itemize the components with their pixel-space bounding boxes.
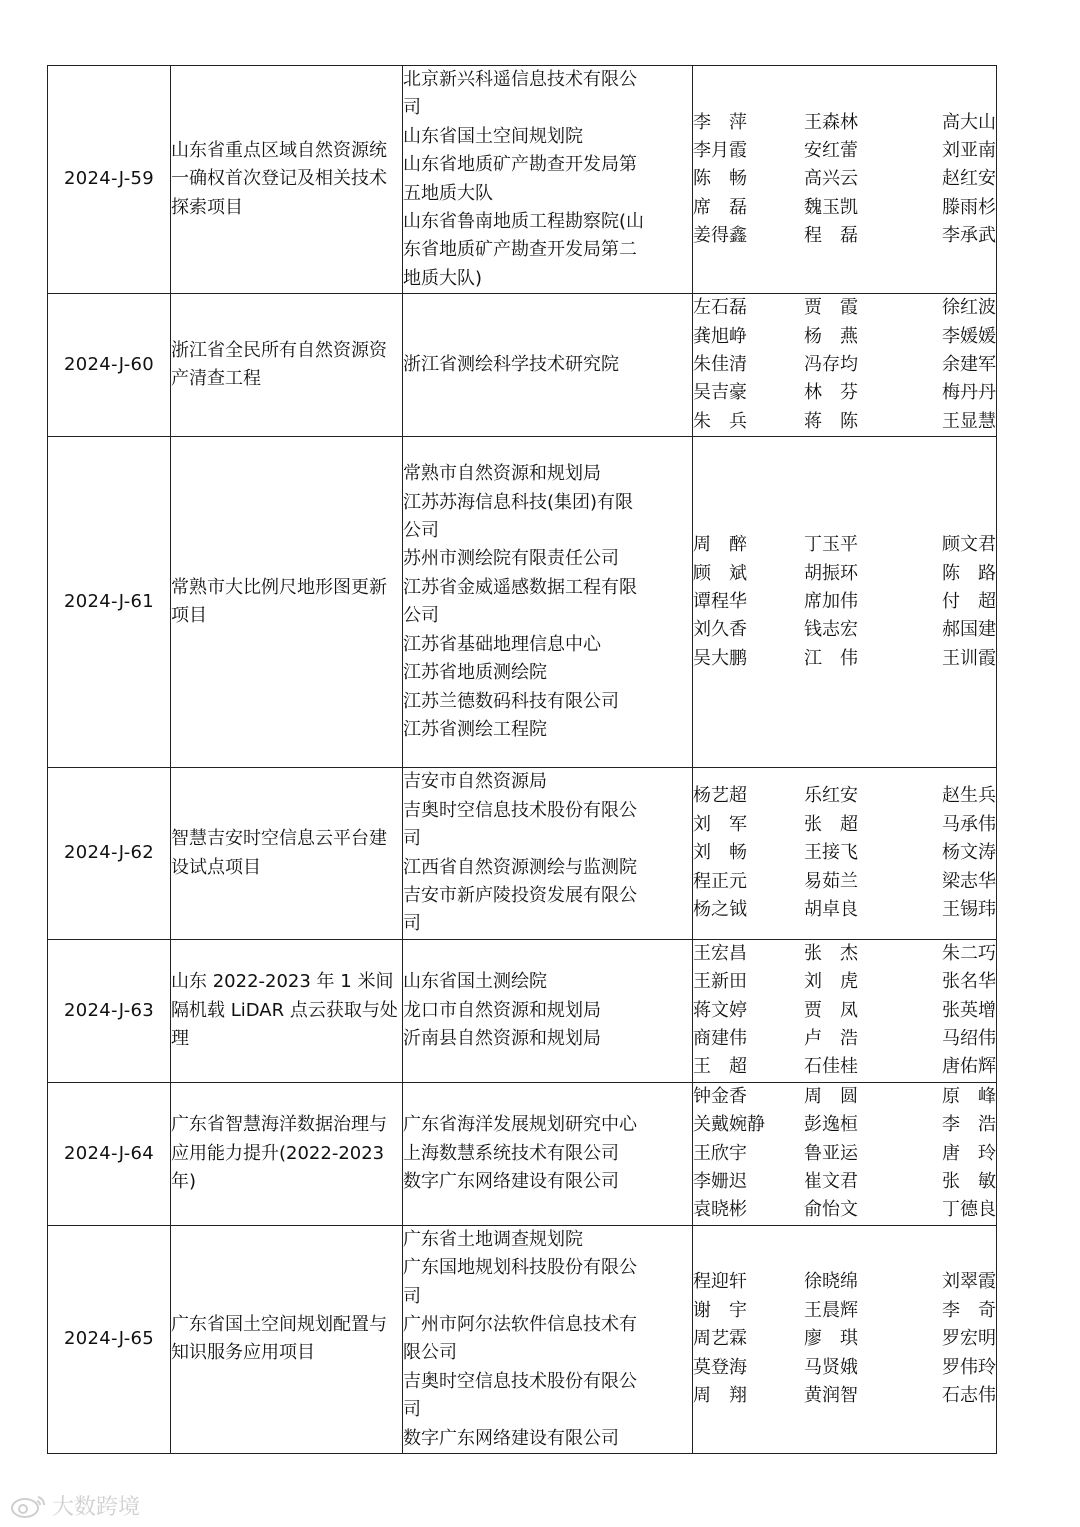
organization-line: 东省地质矿产勘查开发局第二 bbox=[403, 239, 637, 261]
organizations bbox=[403, 66, 693, 294]
contributor-name: 王锡玮 bbox=[942, 899, 996, 921]
contributor-name: 滕雨杉 bbox=[942, 196, 996, 218]
contributor-name: 崔文君 bbox=[804, 1170, 858, 1192]
main-contributors bbox=[693, 1225, 997, 1453]
organization-line: 司 bbox=[403, 1285, 421, 1307]
watermark-text: 大数跨境 bbox=[52, 1495, 141, 1520]
organization-line: 司 bbox=[403, 97, 421, 119]
project-name: 广东省智慧海洋数据治理与应用能力提升(2022-2023 年) bbox=[171, 1082, 403, 1225]
contributor-name: 王接飞 bbox=[804, 842, 858, 864]
organization-line: 吉奥时空信息技术股份有限公 bbox=[403, 799, 637, 821]
project-name: 智慧吉安时空信息云平台建设试点项目 bbox=[171, 768, 403, 939]
organization-line: 上海数慧系统技术有限公司 bbox=[403, 1142, 619, 1164]
contributor-name: 石佳桂 bbox=[804, 1056, 858, 1078]
award-table bbox=[47, 65, 997, 1454]
project-number: 2024-J-61 bbox=[48, 437, 171, 768]
organizations bbox=[403, 437, 693, 768]
table-row bbox=[48, 939, 997, 1082]
contributor-name: 杨艺超 bbox=[693, 785, 747, 807]
contributor-name: 左石磊 bbox=[693, 297, 747, 319]
contributor-name: 程正元 bbox=[693, 870, 747, 892]
organization-line: 司 bbox=[403, 828, 421, 850]
table-row bbox=[48, 1082, 997, 1225]
watermark bbox=[10, 1490, 140, 1521]
contributor-name: 商建伟 bbox=[693, 1027, 747, 1049]
contributor-name: 江 伟 bbox=[804, 647, 858, 669]
contributor-name: 周 圆 bbox=[804, 1085, 858, 1107]
contributor-name: 周艺霖 bbox=[693, 1328, 747, 1350]
organization-line: 苏州市测绘院有限责任公司 bbox=[403, 548, 619, 570]
contributor-name: 石志伟 bbox=[942, 1385, 996, 1407]
table-row bbox=[48, 294, 997, 437]
organization-line: 江苏省基础地理信息中心 bbox=[403, 633, 601, 655]
contributor-name: 朱佳清 bbox=[693, 354, 747, 376]
contributor-name: 李承武 bbox=[942, 225, 996, 247]
contributor-name: 付 超 bbox=[942, 591, 996, 613]
organization-line: 司 bbox=[403, 1399, 421, 1421]
contributor-name: 姜得鑫 bbox=[693, 225, 747, 247]
contributor-name: 杨 燕 bbox=[804, 325, 858, 347]
contributor-name: 马绍伟 bbox=[942, 1027, 996, 1049]
contributor-name: 郝国建 bbox=[942, 619, 996, 641]
main-contributors bbox=[693, 437, 997, 768]
table-row bbox=[48, 1225, 997, 1453]
table-row bbox=[48, 437, 997, 768]
contributor-name: 龚旭峥 bbox=[693, 325, 747, 347]
contributor-name: 彭逸桓 bbox=[804, 1114, 858, 1136]
contributor-name: 杨文涛 bbox=[942, 842, 996, 864]
table-row bbox=[48, 768, 997, 939]
contributor-name: 罗伟玲 bbox=[942, 1356, 996, 1378]
main-contributors bbox=[693, 939, 997, 1082]
organization-line: 数字广东网络建设有限公司 bbox=[403, 1427, 619, 1449]
contributor-name: 朱二巧 bbox=[942, 942, 996, 964]
organization-line: 龙口市自然资源和规划局 bbox=[403, 999, 601, 1021]
organization-line: 山东省国土空间规划院 bbox=[403, 125, 583, 147]
project-number: 2024-J-62 bbox=[48, 768, 171, 939]
contributor-name: 林 芬 bbox=[804, 382, 858, 404]
contributor-name: 张 杰 bbox=[804, 942, 858, 964]
project-number: 2024-J-59 bbox=[48, 66, 171, 294]
contributor-name: 贾 霞 bbox=[804, 297, 858, 319]
contributor-name: 莫登海 bbox=[693, 1356, 747, 1378]
contributor-name: 谭程华 bbox=[693, 591, 747, 613]
contributor-name: 丁德良 bbox=[942, 1199, 996, 1221]
contributor-name: 卢 浩 bbox=[804, 1027, 858, 1049]
contributor-name: 蒋文婷 bbox=[693, 999, 747, 1021]
contributor-name: 王宏昌 bbox=[693, 942, 747, 964]
organizations bbox=[403, 939, 693, 1082]
contributor-name: 钟金香 bbox=[693, 1085, 747, 1107]
organizations bbox=[403, 1082, 693, 1225]
organizations bbox=[403, 294, 693, 437]
contributor-name: 王森林 bbox=[804, 111, 858, 133]
organization-line: 江西省自然资源测绘与监测院 bbox=[403, 856, 637, 878]
contributor-name: 马贤娥 bbox=[804, 1356, 858, 1378]
organization-line: 浙江省测绘科学技术研究院 bbox=[403, 354, 619, 376]
contributor-name: 李媛媛 bbox=[942, 325, 996, 347]
contributor-name: 谢 宇 bbox=[693, 1299, 747, 1321]
contributor-name: 贾 凤 bbox=[804, 999, 858, 1021]
organization-line: 吉安市新庐陵投资发展有限公 bbox=[403, 884, 637, 906]
contributor-name: 黄润智 bbox=[804, 1385, 858, 1407]
contributor-name: 关戴婉静 bbox=[693, 1114, 765, 1136]
contributor-name: 唐佑辉 bbox=[942, 1056, 996, 1078]
contributor-name: 俞怡文 bbox=[804, 1199, 858, 1221]
contributor-name: 冯存均 bbox=[804, 354, 858, 376]
contributor-name: 原 峰 bbox=[942, 1085, 996, 1107]
contributor-name: 胡振环 bbox=[804, 562, 858, 584]
contributor-name: 廖 琪 bbox=[804, 1328, 858, 1350]
organization-line: 江苏苏海信息科技(集团)有限 bbox=[403, 491, 634, 513]
project-name: 山东省重点区域自然资源统一确权首次登记及相关技术探索项目 bbox=[171, 66, 403, 294]
contributor-name: 安红蕾 bbox=[804, 140, 858, 162]
contributor-name: 刘 畅 bbox=[693, 842, 747, 864]
contributor-name: 杨之钺 bbox=[693, 899, 747, 921]
contributor-name: 刘翠霞 bbox=[942, 1271, 996, 1293]
main-contributors bbox=[693, 66, 997, 294]
contributor-name: 李 奇 bbox=[942, 1299, 996, 1321]
project-number: 2024-J-60 bbox=[48, 294, 171, 437]
contributor-name: 席加伟 bbox=[804, 591, 858, 613]
contributor-name: 顾 斌 bbox=[693, 562, 747, 584]
contributor-name: 徐晓绵 bbox=[804, 1271, 858, 1293]
contributor-name: 袁晓彬 bbox=[693, 1199, 747, 1221]
organization-line: 江苏省测绘工程院 bbox=[403, 718, 547, 740]
project-name: 山东 2022-2023 年 1 米间隔机载 LiDAR 点云获取与处理 bbox=[171, 939, 403, 1082]
contributor-name: 程 磊 bbox=[804, 225, 858, 247]
weibo-icon bbox=[10, 1493, 48, 1519]
organization-line: 沂南县自然资源和规划局 bbox=[403, 1027, 601, 1049]
organization-line: 广东国地规划科技股份有限公 bbox=[403, 1257, 637, 1279]
contributor-name: 刘 虎 bbox=[804, 971, 858, 993]
contributor-name: 程迎轩 bbox=[693, 1271, 747, 1293]
contributor-name: 朱 兵 bbox=[693, 410, 747, 432]
contributor-name: 吴大鹏 bbox=[693, 647, 747, 669]
contributor-name: 张英增 bbox=[942, 999, 996, 1021]
contributor-name: 鲁亚运 bbox=[804, 1142, 858, 1164]
contributor-name: 高大山 bbox=[942, 111, 996, 133]
contributor-name: 王训霞 bbox=[942, 647, 996, 669]
contributor-name: 吴吉豪 bbox=[693, 382, 747, 404]
contributor-name: 王显慧 bbox=[942, 410, 996, 432]
organization-line: 广东省海洋发展规划研究中心 bbox=[403, 1114, 637, 1136]
organization-line: 常熟市自然资源和规划局 bbox=[403, 463, 601, 485]
project-number: 2024-J-65 bbox=[48, 1225, 171, 1453]
contributor-name: 唐 玲 bbox=[942, 1142, 996, 1164]
contributor-name: 王欣宇 bbox=[693, 1142, 747, 1164]
organization-line: 广东省土地调查规划院 bbox=[403, 1228, 583, 1250]
contributor-name: 王 超 bbox=[693, 1056, 747, 1078]
organization-line: 司 bbox=[403, 913, 421, 935]
contributor-name: 刘 军 bbox=[693, 813, 747, 835]
organization-line: 公司 bbox=[403, 520, 439, 542]
main-contributors bbox=[693, 1082, 997, 1225]
contributor-name: 周 醉 bbox=[693, 534, 747, 556]
contributor-name: 李 浩 bbox=[942, 1114, 996, 1136]
organizations bbox=[403, 768, 693, 939]
project-number: 2024-J-63 bbox=[48, 939, 171, 1082]
contributor-name: 马承伟 bbox=[942, 813, 996, 835]
organization-line: 江苏省金威遥感数据工程有限 bbox=[403, 576, 637, 598]
contributor-name: 周 翔 bbox=[693, 1385, 747, 1407]
project-name: 广东省国土空间规划配置与知识服务应用项目 bbox=[171, 1225, 403, 1453]
contributor-name: 顾文君 bbox=[942, 534, 996, 556]
contributor-name: 席 磊 bbox=[693, 196, 747, 218]
organization-line: 五地质大队 bbox=[403, 182, 493, 204]
organization-line: 吉奥时空信息技术股份有限公 bbox=[403, 1370, 637, 1392]
contributor-name: 丁玉平 bbox=[804, 534, 858, 556]
organization-line: 江苏兰德数码科技有限公司 bbox=[403, 690, 619, 712]
contributor-name: 徐红波 bbox=[942, 297, 996, 319]
organization-line: 数字广东网络建设有限公司 bbox=[403, 1170, 619, 1192]
contributor-name: 王晨辉 bbox=[804, 1299, 858, 1321]
project-name: 常熟市大比例尺地形图更新项目 bbox=[171, 437, 403, 768]
contributor-name: 陈 路 bbox=[942, 562, 996, 584]
contributor-name: 王新田 bbox=[693, 971, 747, 993]
organization-line: 山东省国土测绘院 bbox=[403, 971, 547, 993]
contributor-name: 李月霞 bbox=[693, 140, 747, 162]
project-name: 浙江省全民所有自然资源资产清查工程 bbox=[171, 294, 403, 437]
organization-line: 山东省地质矿产勘查开发局第 bbox=[403, 154, 637, 176]
project-number: 2024-J-64 bbox=[48, 1082, 171, 1225]
organization-line: 广州市阿尔法软件信息技术有 bbox=[403, 1314, 637, 1335]
contributor-name: 刘久香 bbox=[693, 619, 747, 641]
contributor-name: 魏玉凯 bbox=[804, 196, 858, 218]
main-contributors bbox=[693, 768, 997, 939]
contributor-name: 李 萍 bbox=[693, 111, 747, 133]
organization-line: 吉安市自然资源局 bbox=[403, 771, 547, 793]
organization-line: 公司 bbox=[403, 605, 439, 627]
contributor-name: 胡卓良 bbox=[804, 899, 858, 921]
contributor-name: 李姗迟 bbox=[693, 1170, 747, 1192]
organization-line: 江苏省地质测绘院 bbox=[403, 662, 547, 684]
contributor-name: 高兴云 bbox=[804, 168, 858, 190]
main-contributors bbox=[693, 294, 997, 437]
organizations bbox=[403, 1225, 693, 1453]
contributor-name: 蒋 陈 bbox=[804, 410, 858, 432]
contributor-name: 张名华 bbox=[942, 971, 996, 993]
contributor-name: 赵生兵 bbox=[942, 785, 996, 807]
organization-line: 地质大队) bbox=[403, 267, 483, 289]
contributor-name: 钱志宏 bbox=[804, 619, 858, 641]
contributor-name: 乐红安 bbox=[804, 785, 858, 807]
contributor-name: 梁志华 bbox=[942, 870, 996, 892]
contributor-name: 陈 畅 bbox=[693, 168, 747, 190]
contributor-name: 张 超 bbox=[804, 813, 858, 835]
contributor-name: 余建军 bbox=[942, 354, 996, 376]
organization-line: 北京新兴科遥信息技术有限公 bbox=[403, 69, 637, 90]
organization-line: 限公司 bbox=[403, 1342, 457, 1364]
contributor-name: 罗宏明 bbox=[942, 1328, 996, 1350]
contributor-name: 刘亚南 bbox=[942, 140, 996, 162]
contributor-name: 赵红安 bbox=[942, 168, 996, 190]
contributor-name: 梅丹丹 bbox=[942, 382, 996, 404]
contributor-name: 易茹兰 bbox=[804, 870, 858, 892]
contributor-name: 张 敏 bbox=[942, 1170, 996, 1192]
table-row bbox=[48, 66, 997, 294]
organization-line: 山东省鲁南地质工程勘察院(山 bbox=[403, 211, 645, 233]
